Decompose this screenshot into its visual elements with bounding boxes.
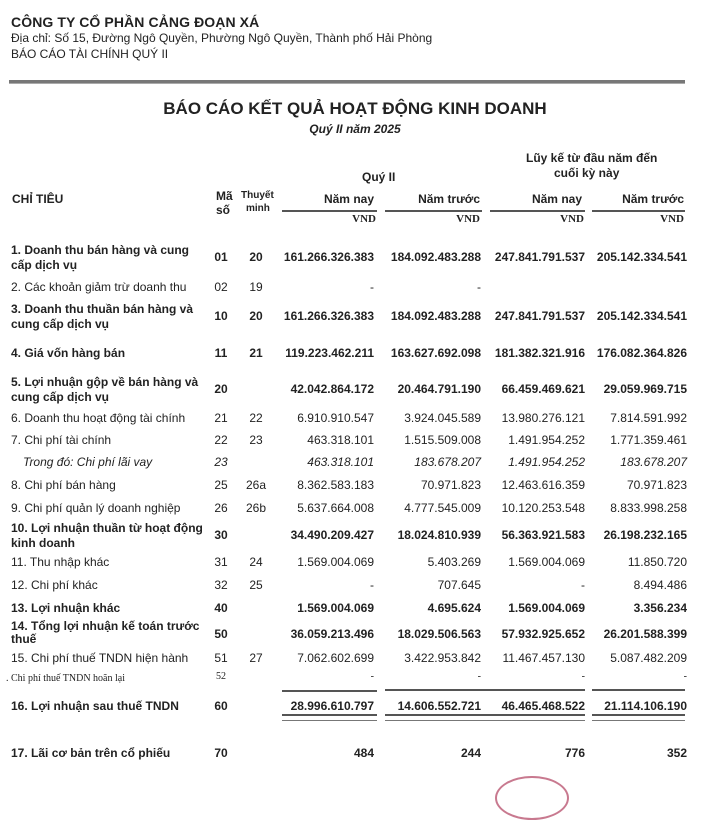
col-q-last-year: Năm trước <box>418 192 480 206</box>
row-label: 5. Lợi nhuận gộp về bán hàng và cung cấp dịch vụ <box>11 375 199 404</box>
value-ytd-last: 3.356.234 <box>633 601 687 615</box>
col-note-1: Thuyết <box>241 190 274 201</box>
value-q-this: 463.318.101 <box>307 455 374 469</box>
value-q-this: 119.223.462.211 <box>285 346 374 360</box>
row-note: 27 <box>249 651 263 665</box>
value-ytd-this: 10.120.253.548 <box>501 501 585 515</box>
report-type: BÁO CÁO TÀI CHÍNH QUÝ II <box>11 47 169 61</box>
row-label: . Chi phí thuế TNDN hoãn lại <box>6 673 125 684</box>
row-label: 8. Chi phí bán hàng <box>11 478 116 492</box>
value-ytd-last: - <box>683 671 687 682</box>
value-ytd-last: 8.494.486 <box>633 578 687 592</box>
value-ytd-this: 247.841.791.537 <box>494 309 585 323</box>
row-label: 6. Doanh thu hoạt động tài chính <box>11 411 186 425</box>
value-ytd-this: 776 <box>564 746 585 760</box>
col-note-2: minh <box>246 203 270 214</box>
value-q-this: 161.266.326.383 <box>283 250 374 264</box>
company-stamp-icon <box>495 776 569 820</box>
row-code: 01 <box>214 250 228 264</box>
currency-2: VND <box>456 213 480 225</box>
value-q-last: 20.464.791.190 <box>397 382 481 396</box>
value-q-this: 34.490.209.427 <box>290 528 374 542</box>
company-name: CÔNG TY CỔ PHẦN CẢNG ĐOẠN XÁ <box>11 14 260 30</box>
row-code: 25 <box>214 478 228 492</box>
row-code: 20 <box>214 382 228 396</box>
value-q-this: - <box>370 671 374 682</box>
value-q-last: - <box>477 280 481 294</box>
value-ytd-last: 70.971.823 <box>626 478 687 492</box>
value-ytd-this: 1.491.954.252 <box>508 455 585 469</box>
value-ytd-this: 12.463.616.359 <box>501 478 585 492</box>
total-double-line-3 <box>592 714 685 721</box>
value-q-last: 3.422.953.842 <box>404 651 481 665</box>
row-label: 10. Lợi nhuận thuần từ hoạt động kinh doanh <box>11 521 203 550</box>
row-note: 21 <box>249 346 263 360</box>
value-ytd-last: 183.678.207 <box>620 455 687 469</box>
value-q-last: 1.515.509.008 <box>404 433 481 447</box>
col-underline-4 <box>592 210 685 212</box>
value-q-last: 18.029.506.563 <box>397 627 481 641</box>
currency-4: VND <box>660 213 684 225</box>
value-q-last: 4.695.624 <box>427 601 481 615</box>
row-label: 13. Lợi nhuận khác <box>11 601 121 615</box>
row-note: 20 <box>249 309 263 323</box>
value-q-this: 7.062.602.699 <box>297 651 374 665</box>
col-group-quarter: Quý II <box>362 170 396 184</box>
value-ytd-this: 1.569.004.069 <box>508 601 585 615</box>
value-ytd-this: 46.465.468.522 <box>501 699 585 713</box>
value-q-last: 5.403.269 <box>427 555 481 569</box>
row-code: 26 <box>214 501 228 515</box>
col-underline-2 <box>385 210 482 212</box>
row-code: 50 <box>214 627 228 641</box>
row-code: 30 <box>214 528 228 542</box>
col-code-1: Mã <box>216 189 233 203</box>
value-ytd-this: 11.467.457.130 <box>502 651 585 665</box>
value-q-this: 1.569.004.069 <box>297 555 374 569</box>
total-line-top-1 <box>282 690 377 692</box>
currency-1: VND <box>352 213 376 225</box>
col-group-ytd-2: cuối kỳ này <box>554 166 620 180</box>
value-q-this: 42.042.864.172 <box>290 382 374 396</box>
col-q-this-year: Năm nay <box>323 192 374 206</box>
value-ytd-this: 57.932.925.652 <box>501 627 585 641</box>
value-q-this: 161.266.326.383 <box>283 309 374 323</box>
row-code: 22 <box>214 433 228 447</box>
row-label: 12. Chi phí khác <box>11 578 98 592</box>
row-code: 51 <box>214 651 228 665</box>
col-ytd-this-year: Năm nay <box>531 192 582 206</box>
value-q-this: 463.318.101 <box>307 433 374 447</box>
row-code: 52 <box>216 671 226 682</box>
value-ytd-last: 26.201.588.399 <box>603 627 687 641</box>
value-q-last: 14.606.552.721 <box>397 699 481 713</box>
value-ytd-this: - <box>581 671 585 682</box>
row-note: 19 <box>249 280 263 294</box>
total-line-top-2 <box>385 689 585 691</box>
col-ytd-last-year: Năm trước <box>622 192 684 206</box>
value-q-this: 8.362.583.183 <box>297 478 374 492</box>
row-code: 70 <box>214 746 228 760</box>
row-label: Trong đó: Chi phí lãi vay <box>23 455 153 469</box>
value-q-this: 1.569.004.069 <box>297 601 374 615</box>
value-q-last: 183.678.207 <box>414 455 481 469</box>
col-underline-3 <box>490 210 585 212</box>
value-ytd-this: 56.363.921.583 <box>501 528 585 542</box>
row-label: 9. Chi phí quản lý doanh nghiệp <box>11 501 181 515</box>
value-q-last: 18.024.810.939 <box>397 528 481 542</box>
value-ytd-last: 176.082.364.826 <box>596 346 687 360</box>
value-q-this: 28.996.610.797 <box>290 699 374 713</box>
row-code: 23 <box>214 455 228 469</box>
row-note: 25 <box>249 578 263 592</box>
row-code: 60 <box>214 699 228 713</box>
value-ytd-last: 8.833.998.258 <box>610 501 687 515</box>
row-label: 14. Tổng lợi nhuận kế toán trước thuế <box>11 619 200 646</box>
value-q-this: 5.637.664.008 <box>297 501 374 515</box>
row-label: 11. Thu nhập khác <box>11 555 110 569</box>
value-q-last: - <box>477 671 481 682</box>
row-label: 2. Các khoản giảm trừ doanh thu <box>11 280 187 294</box>
value-ytd-this: 181.382.321.916 <box>494 346 585 360</box>
row-note: 26a <box>245 478 267 492</box>
value-ytd-last: 11.850.720 <box>627 555 687 569</box>
value-q-last: 184.092.483.288 <box>390 309 481 323</box>
value-q-this: 36.059.213.496 <box>290 627 374 641</box>
col-code-2: số <box>216 203 231 217</box>
value-ytd-last: 5.087.482.209 <box>610 651 687 665</box>
value-ytd-this: 1.491.954.252 <box>508 433 585 447</box>
value-q-this: 6.910.910.547 <box>297 411 374 425</box>
row-label: 7. Chi phí tài chính <box>11 433 112 447</box>
value-q-this: 484 <box>353 746 374 760</box>
total-double-line-1 <box>282 714 377 721</box>
value-ytd-last: 205.142.334.541 <box>596 309 687 323</box>
row-label: 3. Doanh thu thuần bán hàng và cung cấp dịch vụ <box>11 302 194 331</box>
value-q-last: 707.645 <box>437 578 481 592</box>
value-ytd-last: 29.059.969.715 <box>603 382 687 396</box>
row-label: 1. Doanh thu bán hàng và cung cấp dịch vụ <box>11 243 190 272</box>
row-label: 16. Lợi nhuận sau thuế TNDN <box>11 699 179 713</box>
value-ytd-this: 66.459.469.621 <box>501 382 585 396</box>
row-note: 23 <box>249 433 263 447</box>
value-q-this: - <box>370 280 374 294</box>
row-code: 21 <box>214 411 228 425</box>
value-q-this: - <box>370 578 374 592</box>
report-title: BÁO CÁO KẾT QUẢ HOẠT ĐỘNG KINH DOANH <box>163 99 547 118</box>
row-label: 17. Lãi cơ bản trên cổ phiếu <box>11 746 171 760</box>
row-note: 22 <box>249 411 263 425</box>
row-code: 11 <box>214 346 228 360</box>
value-q-last: 3.924.045.589 <box>404 411 481 425</box>
header-divider <box>9 80 685 84</box>
total-double-line-2 <box>385 714 585 721</box>
value-q-last: 184.092.483.288 <box>390 250 481 264</box>
row-note: 20 <box>249 250 263 264</box>
row-label: 4. Giá vốn hàng bán <box>11 346 126 360</box>
value-ytd-last: 352 <box>666 746 687 760</box>
value-q-last: 70.971.823 <box>420 478 481 492</box>
value-ytd-this: 1.569.004.069 <box>508 555 585 569</box>
value-ytd-this: 247.841.791.537 <box>494 250 585 264</box>
report-period: Quý II năm 2025 <box>309 122 401 136</box>
value-ytd-last: 1.771.359.461 <box>610 433 687 447</box>
row-note: 24 <box>249 555 263 569</box>
total-line-top-3 <box>592 689 685 691</box>
col-underline-1 <box>282 210 377 212</box>
value-ytd-last: 21.114.106.190 <box>604 699 687 713</box>
company-address: Địa chỉ: Số 15, Đường Ngô Quyền, Phường Ngô Quyền, Thành phố Hải Phòng <box>11 31 433 45</box>
row-code: 40 <box>214 601 228 615</box>
value-ytd-last: 26.198.232.165 <box>603 528 687 542</box>
row-code: 10 <box>214 309 228 323</box>
document-header <box>11 14 432 61</box>
row-code: 31 <box>214 555 228 569</box>
value-q-last: 4.777.545.009 <box>404 501 481 515</box>
col-indicator: CHỈ TIÊU <box>12 192 64 206</box>
value-ytd-this: 13.980.276.121 <box>501 411 585 425</box>
value-ytd-last: 205.142.334.541 <box>596 250 687 264</box>
value-ytd-last: 7.814.591.992 <box>610 411 687 425</box>
row-note: 26b <box>245 501 267 515</box>
col-group-ytd-1: Lũy kế từ đầu năm đến <box>526 151 658 165</box>
value-q-last: 163.627.692.098 <box>390 346 481 360</box>
row-label: 15. Chi phí thuế TNDN hiện hành <box>11 651 189 665</box>
currency-3: VND <box>560 213 584 225</box>
row-code: 32 <box>214 578 228 592</box>
value-ytd-this: - <box>581 578 585 592</box>
value-q-last: 244 <box>460 746 481 760</box>
row-code: 02 <box>214 280 228 294</box>
